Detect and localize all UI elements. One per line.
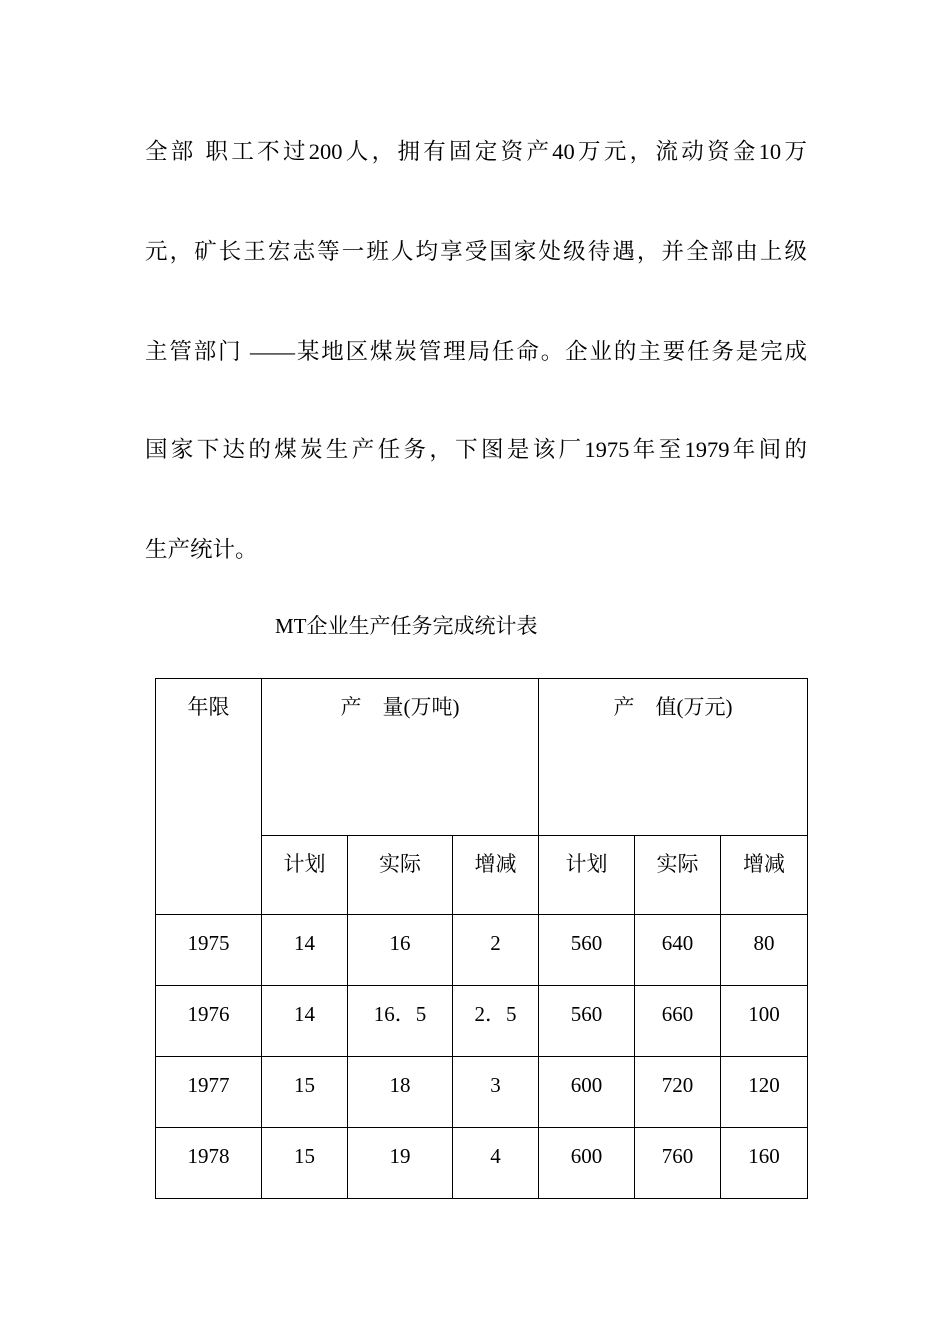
cell-year: 1975 (187, 931, 230, 955)
subheader-cell (262, 836, 348, 915)
paragraph-line-2: 元，矿长王宏志等一班人均享受国家处级待遇，并全部由上级 (145, 239, 807, 264)
cell-output-actual: 16 (389, 931, 411, 955)
subheader-cell (539, 836, 635, 915)
cell-output-actual: 16．5 (373, 1002, 427, 1026)
cell-value-plan: 560 (570, 931, 603, 955)
table-title: MT企业生产任务完成统计表 (275, 614, 538, 638)
table-row (156, 1128, 808, 1199)
cell-output-change: 4 (490, 1144, 501, 1168)
cell-value-change: 120 (748, 1073, 780, 1097)
table-cell (721, 1128, 808, 1199)
cell-year: 1978 (187, 1144, 230, 1168)
cell-value-change: 160 (748, 1144, 780, 1168)
table-cell (262, 915, 348, 986)
subheader-value-actual: 实际 (656, 852, 699, 876)
table-cell (262, 1057, 348, 1128)
table-cell (635, 1128, 721, 1199)
table-cell (348, 915, 453, 986)
table-cell (453, 1128, 539, 1199)
table-cell (262, 1128, 348, 1199)
header-output: 产 量(万吨) (340, 695, 460, 719)
cell-value-actual: 640 (661, 931, 694, 955)
subheader-value-change: 增减 (743, 852, 785, 876)
table-cell (539, 915, 635, 986)
cell-output-plan: 14 (294, 931, 315, 955)
table-cell (262, 986, 348, 1057)
cell-output-plan: 15 (294, 1073, 315, 1097)
header-year-cell (156, 679, 262, 915)
cell-output-plan: 15 (294, 1144, 315, 1168)
header-output-cell (262, 679, 539, 836)
cell-value-plan: 560 (570, 1002, 603, 1026)
paragraph-line-1: 全部 职工不过200人，拥有固定资产40万元，流动资金10万 (145, 139, 807, 164)
table-cell (453, 986, 539, 1057)
subheader-value-plan: 计划 (565, 852, 608, 876)
table-cell (348, 986, 453, 1057)
table-cell (721, 1057, 808, 1128)
subheader-cell (348, 836, 453, 915)
cell-output-change: 2．5 (474, 1002, 517, 1026)
table-row (156, 915, 808, 986)
header-value: 产 值(万元) (613, 695, 733, 719)
table-cell (348, 1128, 453, 1199)
subheader-cell (721, 836, 808, 915)
table-cell (635, 986, 721, 1057)
cell-value-actual: 760 (661, 1144, 694, 1168)
cell-output-actual: 19 (389, 1144, 411, 1168)
header-year: 年限 (187, 695, 230, 719)
cell-output-change: 2 (490, 931, 501, 955)
cell-output-plan: 14 (294, 1002, 315, 1026)
cell-value-actual: 720 (661, 1073, 694, 1097)
table-cell (539, 1128, 635, 1199)
table-cell (635, 915, 721, 986)
cell-year: 1976 (187, 1002, 230, 1026)
subheader-output-plan: 计划 (283, 852, 326, 876)
table-cell (539, 1057, 635, 1128)
table-cell (156, 1128, 262, 1199)
table-cell (635, 1057, 721, 1128)
cell-output-change: 3 (490, 1073, 501, 1097)
subheader-cell (635, 836, 721, 915)
cell-value-actual: 660 (661, 1002, 694, 1026)
table-cell (348, 1057, 453, 1128)
table-cell (721, 986, 808, 1057)
cell-value-change: 100 (748, 1002, 780, 1026)
table-cell (453, 915, 539, 986)
subheader-output-actual: 实际 (379, 852, 421, 876)
table-row (156, 1057, 808, 1128)
paragraph-line-3: 主管部门 ——某地区煤炭管理局任命。企业的主要任务是完成 (145, 339, 807, 364)
subheader-output-change: 增减 (474, 852, 517, 876)
cell-value-plan: 600 (570, 1144, 603, 1168)
cell-value-change: 80 (753, 931, 775, 955)
table-cell (721, 915, 808, 986)
paragraph-line-5: 生产统计。 (145, 537, 258, 562)
header-value-cell (539, 679, 808, 836)
table-row (156, 986, 808, 1057)
table-cell (156, 986, 262, 1057)
subheader-cell (453, 836, 539, 915)
table-cell (156, 1057, 262, 1128)
table-cell (453, 1057, 539, 1128)
cell-value-plan: 600 (570, 1073, 603, 1097)
production-stats-table (155, 678, 808, 1199)
paragraph-line-4: 国家下达的煤炭生产任务，下图是该厂1975年至1979年间的 (145, 437, 807, 462)
table-cell (539, 986, 635, 1057)
table-header-row (156, 679, 808, 836)
cell-output-actual: 18 (389, 1073, 411, 1097)
cell-year: 1977 (187, 1073, 230, 1097)
table-cell (156, 915, 262, 986)
